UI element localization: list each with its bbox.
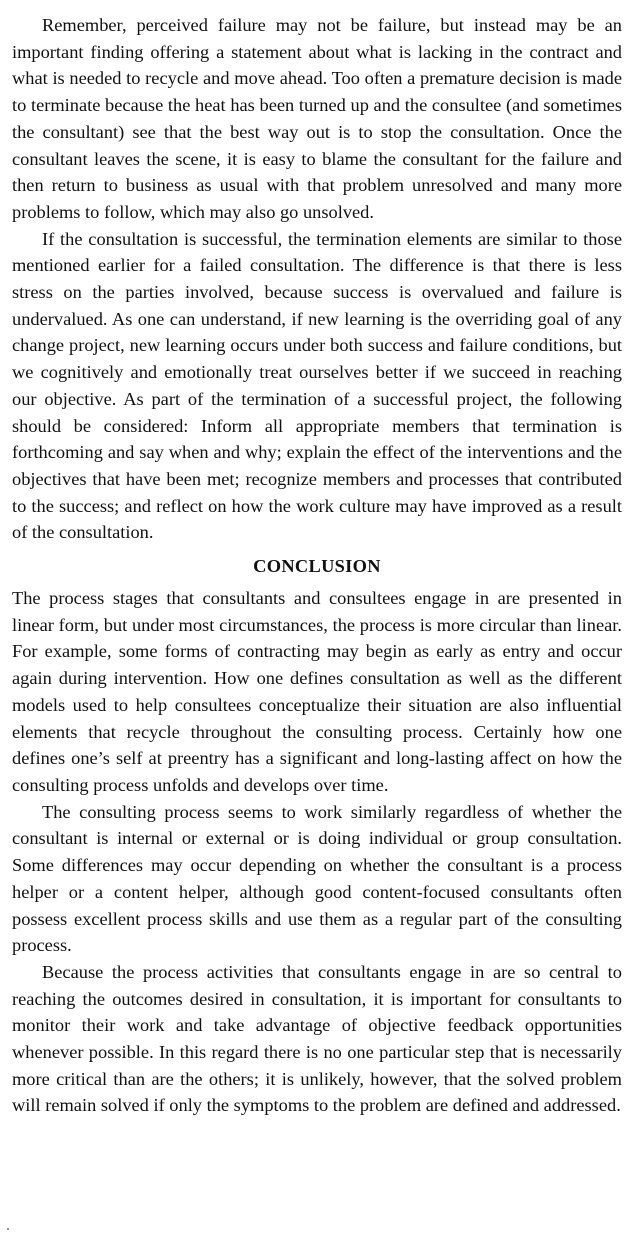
document-page <box>12 12 622 1119</box>
paragraph-perceived-failure: Remember, perceived failure may not be failure, but instead may be an important finding offering a statement about what is lacking in the contract and what is needed to recycle and move ahead. Too often a premature decision is made to terminate because the heat has been turned up and the consultee (and sometimes the consultant) see that the best way out is to stop the consultation. Once the consultant leaves the scene, it is easy to blame the consultant for the failure and then return to business as usual with that problem unresolved and many more problems to follow, which may also go unsolved. <box>12 15 622 222</box>
scan-speck <box>7 1228 9 1230</box>
paragraph-consulting-process: The consulting process seems to work similarly regardless of whether the consultant is internal or external or is doing individual or group consultation. Some differences may occur depending on whether the consultant is a process helper or a content helper, although good content-focused consultants often possess excellent process skills and use them as a regular part of the consulting process. <box>12 801 622 956</box>
paragraph-process-activities: Because the process activities that consultants engage in are so central to reaching the outcomes desired in consultation, it is important for consultants to monitor their work and take advantage of objective feedback opportunities whenever possible. In this regard there is no one particular step that is necessarily more critical than are the others; it is unlikely, however, that the solved problem will remain solved if only the symptoms to the problem are defined and addressed. <box>12 961 622 1116</box>
conclusion-heading: CONCLUSION <box>253 556 381 577</box>
paragraph-successful-consultation: If the consultation is successful, the termination elements are similar to those mentioned earlier for a failed consultation. The difference is that there is less stress on the parties involved, because success is overvalued and failure is undervalued. As one can understand, if new learning is the overriding goal of any change project, new learning occurs under both success and failure conditions, but we cognitively and emotionally treat ourselves better if we succeed in reaching our objective. As part of the termination of a successful project, the following should be considered: Inform all appropriate members that termination is forthcoming and say when and why; explain the effect of the interventions and the objectives that have been met; recognize members and processes that contributed to the success; and reflect on how the work culture may have improved as a result of the consultation. <box>12 228 622 543</box>
paragraph-process-stages: The process stages that consultants and consultees engage in are presented in linear form, but under most circumstances, the process is more circular than linear. For example, some forms of contracting may begin as early as entry and occur again during intervention. How one defines consultation as well as the different models used to help consultees conceptualize their situation are also influential elements that recycle throughout the consulting process. Certainly how one defines one’s self at preentry has a significant and long-lasting affect on how the consulting process unfolds and develops over time. <box>12 588 622 795</box>
